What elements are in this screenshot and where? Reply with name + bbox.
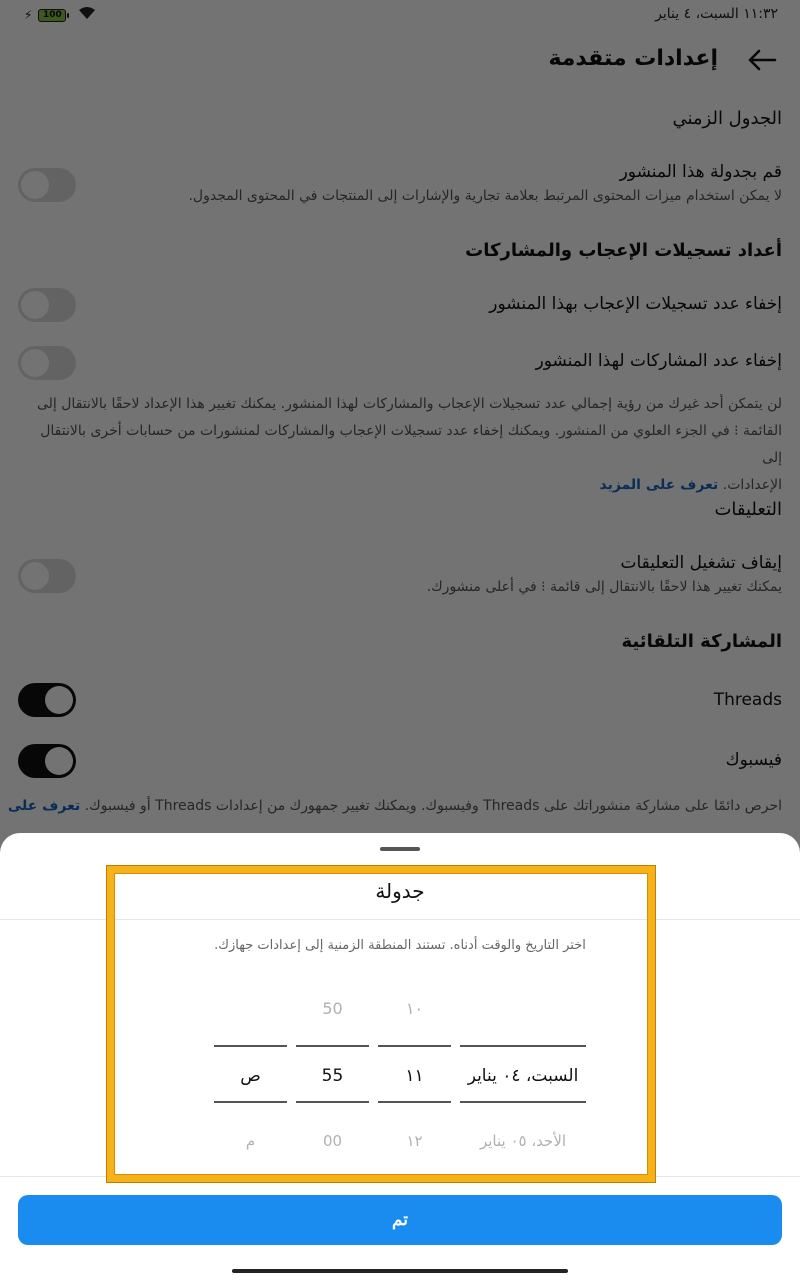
picker-selection-line xyxy=(296,1101,369,1103)
minute-option-next[interactable]: 00 xyxy=(322,1132,343,1150)
hour-option-next[interactable]: ١٢ xyxy=(406,1132,423,1150)
sheet-bottom-divider xyxy=(0,1176,800,1177)
date-option-next[interactable]: الأحد، ٠٥ يناير xyxy=(479,1132,567,1150)
hour-option-prev[interactable]: ١٠ xyxy=(405,999,424,1018)
picker-selection-line xyxy=(214,1101,287,1103)
sheet-description: اختر التاريخ والوقت أدناه. تستند المنطقة الزمنية إلى إعدادات جهازك. xyxy=(214,938,586,953)
ampm-option-selected[interactable]: ص xyxy=(240,1066,261,1086)
date-picker[interactable] xyxy=(460,983,586,1173)
ampm-option-next[interactable]: م xyxy=(245,1132,256,1150)
minute-picker[interactable] xyxy=(296,983,369,1173)
done-button[interactable]: تم xyxy=(18,1195,782,1245)
picker-selection-line xyxy=(378,1045,451,1047)
picker-selection-line xyxy=(460,1101,586,1103)
sheet-divider xyxy=(0,919,800,920)
minute-option-selected[interactable]: 55 xyxy=(321,1066,344,1086)
hour-picker[interactable] xyxy=(378,983,451,1173)
sheet-drag-handle[interactable] xyxy=(380,847,420,851)
minute-option-prev[interactable]: 50 xyxy=(322,999,343,1018)
picker-selection-line xyxy=(378,1101,451,1103)
picker-selection-line xyxy=(296,1045,369,1047)
hour-option-selected[interactable]: ١١ xyxy=(405,1066,424,1086)
date-option-selected[interactable]: السبت، ٠٤ يناير xyxy=(467,1066,579,1086)
picker-selection-line xyxy=(214,1045,287,1047)
schedule-bottom-sheet xyxy=(0,833,800,1280)
ampm-picker[interactable] xyxy=(214,983,287,1173)
sheet-title: جدولة xyxy=(375,879,425,903)
home-indicator[interactable] xyxy=(232,1269,568,1273)
picker-selection-line xyxy=(460,1045,586,1047)
